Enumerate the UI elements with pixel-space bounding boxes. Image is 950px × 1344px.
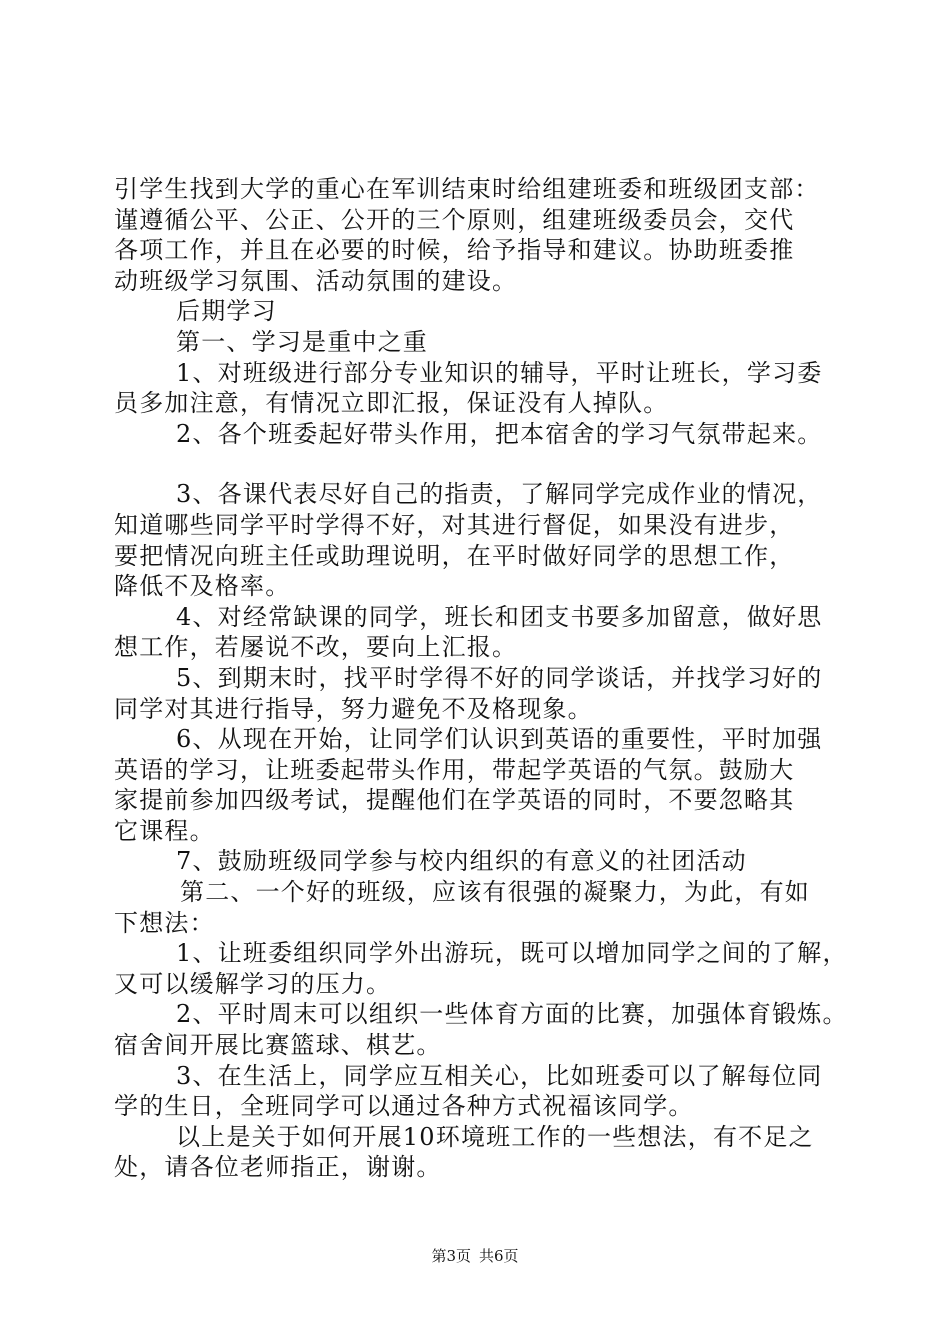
page-footer — [0, 1246, 950, 1266]
paragraph-line: 谨遵循公平、公正、公开的三个原则，组建班级委员会，交代 — [114, 205, 795, 234]
paragraph-line: 3、在生活上，同学应互相关心，比如班委可以了解每位同 — [176, 1061, 823, 1090]
paragraph-line: 2、平时周末可以组织一些体育方面的比赛，加强体育锻炼。 — [176, 1000, 848, 1029]
paragraph-line: 4、对经常缺课的同学，班长和团支书要多加留意，做好思 — [176, 602, 823, 631]
paragraph-line: 英语的学习，让班委起带头作用，带起学英语的气氛。鼓励大 — [114, 755, 795, 784]
paragraph-line: 同学对其进行指导，努力避免不及格现象。 — [114, 694, 593, 723]
document-body — [114, 174, 849, 1183]
blank-line — [114, 449, 849, 479]
paragraph-line: 1、让班委组织同学外出游玩，既可以增加同学之间的了解， — [176, 939, 848, 968]
paragraph-line: 学的生日，全班同学可以通过各种方式祝福该同学。 — [114, 1092, 694, 1121]
paragraph-line: 知道哪些同学平时学得不好，对其进行督促，如果没有进步， — [114, 510, 795, 539]
page-number: 第3页 — [431, 1247, 471, 1265]
paragraph-line: 3、各课代表尽好自己的指责，了解同学完成作业的情况， — [176, 480, 823, 509]
paragraph-line: 它课程。 — [114, 816, 215, 845]
paragraph-line: 动班级学习氛围、活动氛围的建设。 — [114, 266, 518, 295]
paragraph-line: 2、各个班委起好带头作用，把本宿舍的学习气氛带起来。 — [176, 419, 823, 448]
paragraph-line: 5、到期末时，找平时学得不好的同学谈话，并找学习好的 — [176, 663, 823, 692]
paragraph-line: 又可以缓解学习的压力。 — [114, 969, 392, 998]
paragraph-line: 1、对班级进行部分专业知识的辅导，平时让班长，学习委 — [176, 358, 823, 387]
paragraph-line: 6、从现在开始，让同学们认识到英语的重要性，平时加强 — [176, 725, 823, 754]
paragraph-line: 处，请各位老师指正，谢谢。 — [114, 1153, 442, 1182]
paragraph-line: 员多加注意，有情况立即汇报，保证没有人掉队。 — [114, 389, 669, 418]
section-heading: 第一、学习是重中之重 — [176, 327, 428, 356]
paragraph-line: 各项工作，并且在必要的时候，给予指导和建议。协助班委推 — [114, 236, 795, 265]
paragraph-line: 7、鼓励班级同学参与校内组织的有意义的社团活动 — [176, 847, 747, 876]
paragraph-line: 想工作，若屡说不改，要向上汇报。 — [114, 633, 518, 662]
page-total: 共6页 — [479, 1247, 519, 1265]
section-heading: 第二、一个好的班级，应该有很强的凝聚力，为此，有如 — [180, 878, 810, 907]
paragraph-line: 宿舍间开展比赛篮球、棋艺。 — [114, 1031, 442, 1060]
paragraph-line: 要把情况向班主任或助理说明，在平时做好同学的思想工作， — [114, 541, 795, 570]
paragraph-line: 引学生找到大学的重心在军训结束时给组建班委和班级团支部： — [114, 175, 820, 203]
paragraph-line: 家提前参加四级考试，提醒他们在学英语的同时，不要忽略其 — [114, 786, 795, 815]
paragraph-line: 以上是关于如何开展10环境班工作的一些想法，有不足之 — [176, 1122, 814, 1151]
paragraph-line: 下想法： — [114, 908, 215, 937]
paragraph-line: 降低不及格率。 — [114, 572, 291, 601]
section-heading: 后期学习 — [176, 297, 277, 326]
